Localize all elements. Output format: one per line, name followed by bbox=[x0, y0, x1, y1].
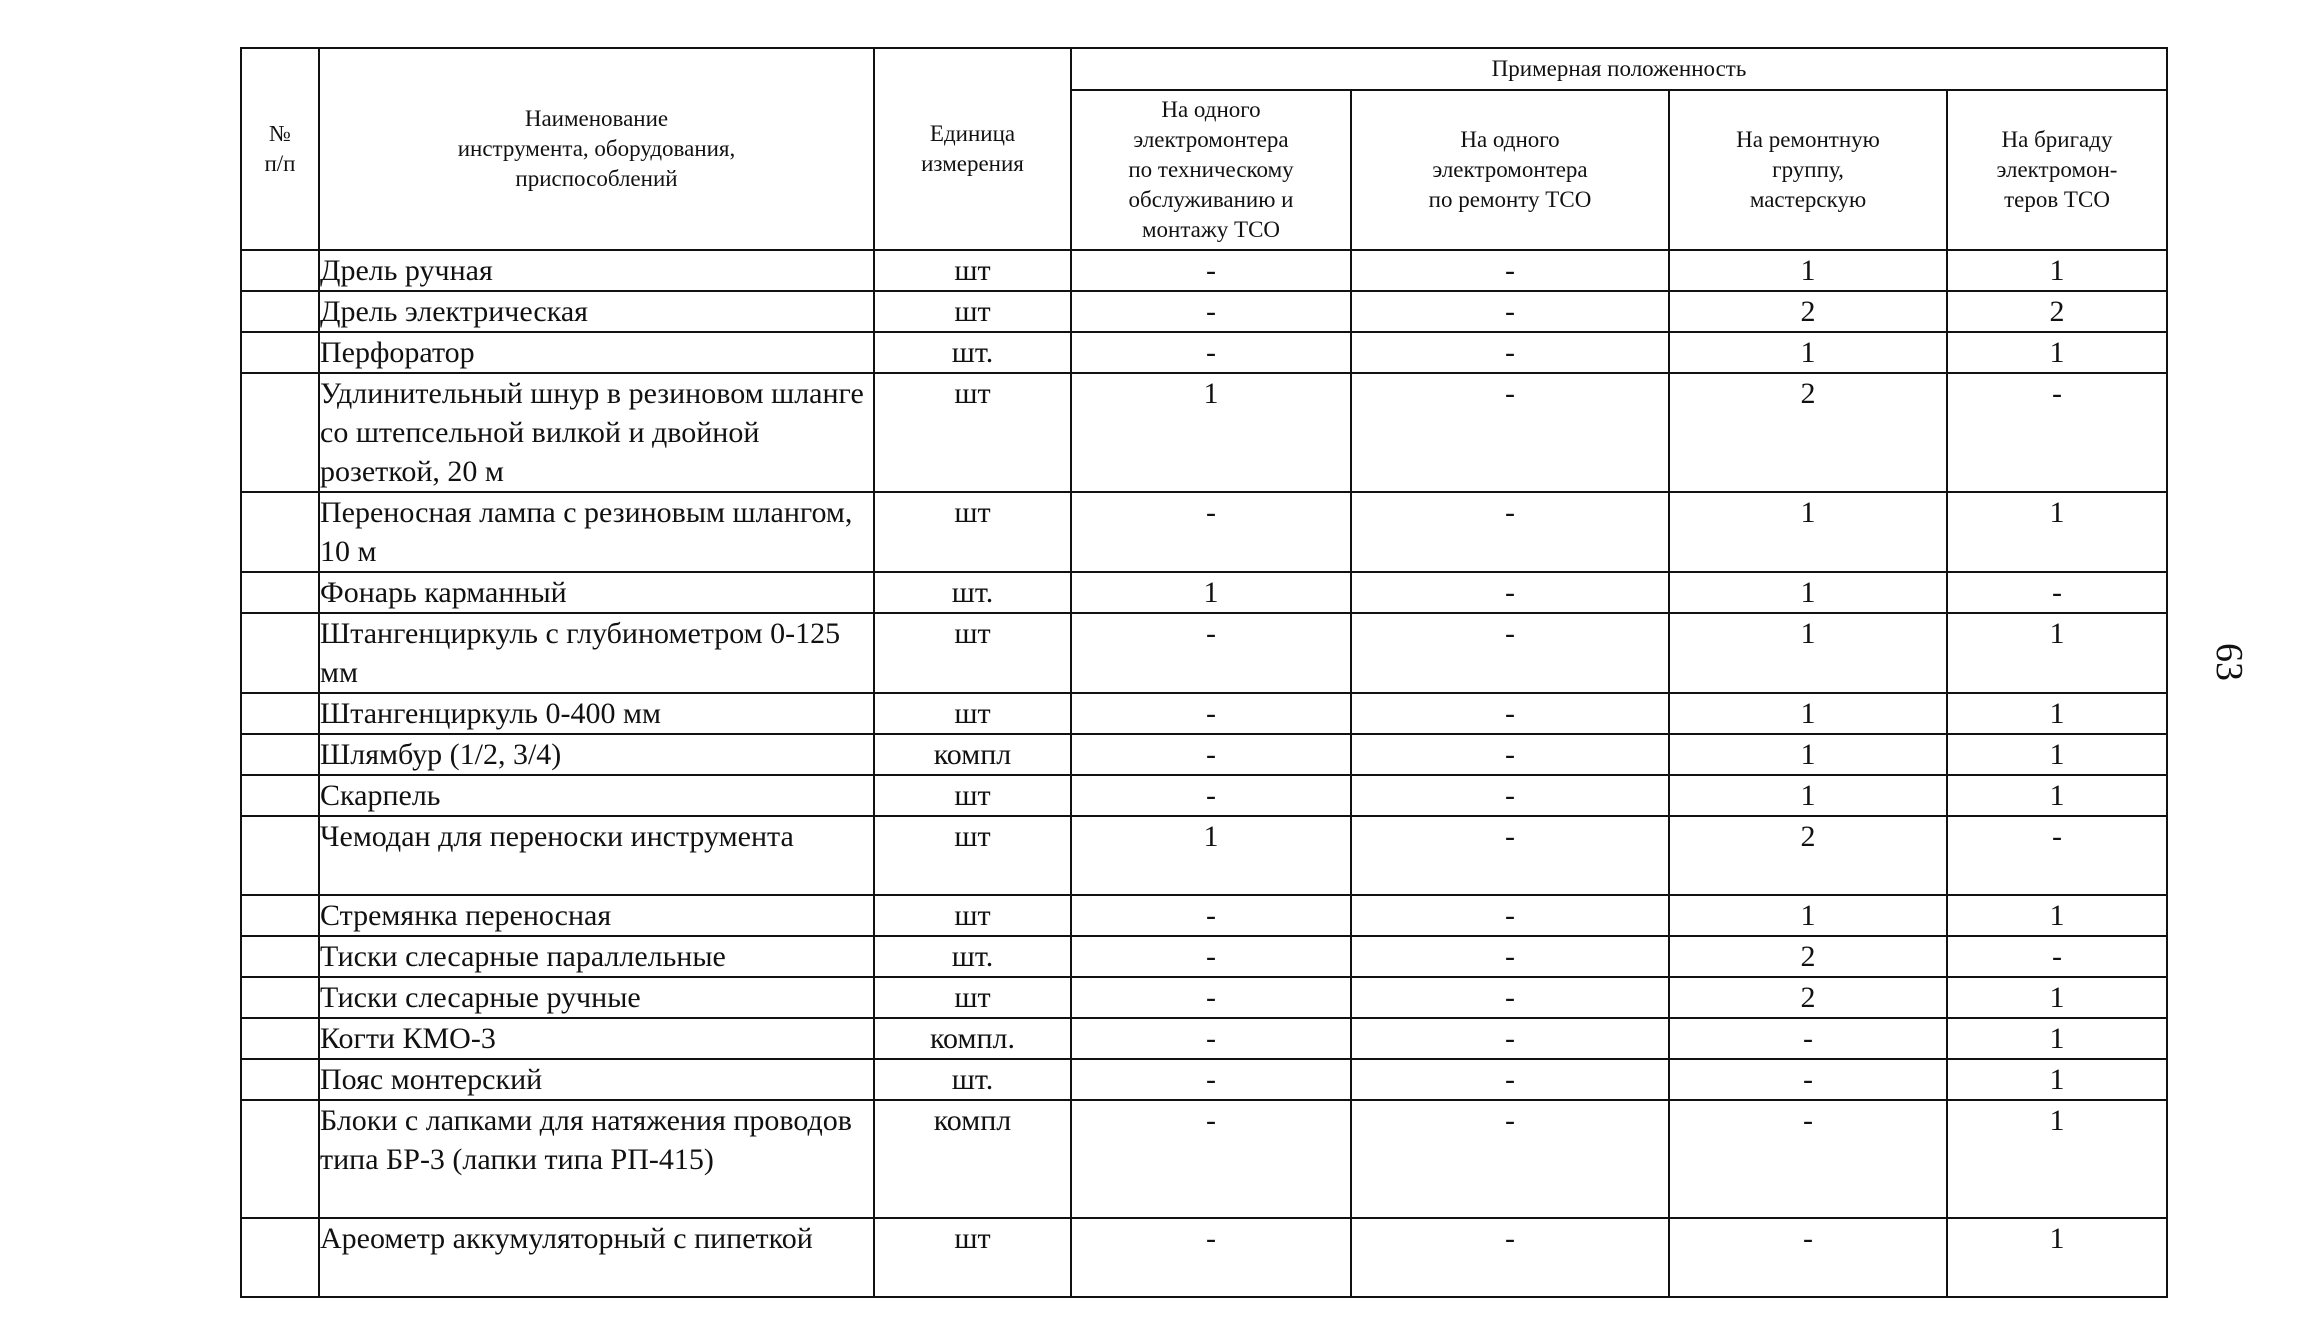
qty-per-brigade: 1 bbox=[1947, 1100, 2167, 1218]
item-name: Дрель электрическая bbox=[319, 291, 874, 332]
unit-cell: шт bbox=[874, 816, 1071, 895]
qty-per-repair-group: 1 bbox=[1669, 693, 1947, 734]
qty-per-repair-group: 1 bbox=[1669, 895, 1947, 936]
qty-per-brigade: 1 bbox=[1947, 977, 2167, 1018]
qty-per-repair-electrician: - bbox=[1351, 1018, 1669, 1059]
qty-per-maintenance-electrician: - bbox=[1071, 1059, 1351, 1100]
qty-per-repair-electrician: - bbox=[1351, 816, 1669, 895]
row-num-cell bbox=[241, 613, 319, 693]
item-name: Чемодан для переноски инструмента bbox=[319, 816, 874, 895]
qty-per-brigade: - bbox=[1947, 572, 2167, 613]
table-header bbox=[241, 48, 2167, 250]
header-per-brigade: На бригаду электромон- теров ТСО bbox=[1947, 90, 2167, 250]
qty-per-repair-group: - bbox=[1669, 1100, 1947, 1218]
unit-cell: шт bbox=[874, 977, 1071, 1018]
row-num-cell bbox=[241, 1100, 319, 1218]
qty-per-repair-electrician: - bbox=[1351, 775, 1669, 816]
qty-per-repair-electrician: - bbox=[1351, 572, 1669, 613]
qty-per-repair-group: 2 bbox=[1669, 291, 1947, 332]
table-row bbox=[241, 572, 2167, 613]
row-num-cell bbox=[241, 373, 319, 492]
qty-per-brigade: 1 bbox=[1947, 775, 2167, 816]
unit-cell: компл bbox=[874, 734, 1071, 775]
qty-per-repair-group: - bbox=[1669, 1059, 1947, 1100]
qty-per-repair-electrician: - bbox=[1351, 492, 1669, 572]
qty-per-maintenance-electrician: 1 bbox=[1071, 373, 1351, 492]
qty-per-brigade: 1 bbox=[1947, 613, 2167, 693]
qty-per-maintenance-electrician: - bbox=[1071, 332, 1351, 373]
table-row bbox=[241, 1100, 2167, 1218]
qty-per-repair-electrician: - bbox=[1351, 693, 1669, 734]
qty-per-repair-group: 1 bbox=[1669, 572, 1947, 613]
qty-per-repair-electrician: - bbox=[1351, 895, 1669, 936]
item-name: Ареометр аккумуляторный с пипеткой bbox=[319, 1218, 874, 1297]
unit-cell: шт bbox=[874, 895, 1071, 936]
table-row bbox=[241, 734, 2167, 775]
qty-per-repair-group: 1 bbox=[1669, 250, 1947, 291]
qty-per-maintenance-electrician: - bbox=[1071, 895, 1351, 936]
qty-per-repair-electrician: - bbox=[1351, 332, 1669, 373]
qty-per-repair-electrician: - bbox=[1351, 1218, 1669, 1297]
table-row bbox=[241, 816, 2167, 895]
qty-per-brigade: - bbox=[1947, 816, 2167, 895]
item-name: Переносная лампа с резиновым шлангом, 10 м bbox=[319, 492, 874, 572]
qty-per-repair-group: 1 bbox=[1669, 492, 1947, 572]
header-per-repair-group: На ремонтную группу, мастерскую bbox=[1669, 90, 1947, 250]
qty-per-brigade: 1 bbox=[1947, 492, 2167, 572]
unit-cell: шт bbox=[874, 775, 1071, 816]
row-num-cell bbox=[241, 492, 319, 572]
row-num-cell bbox=[241, 895, 319, 936]
qty-per-maintenance-electrician: - bbox=[1071, 1218, 1351, 1297]
unit-cell: шт. bbox=[874, 332, 1071, 373]
row-num-cell bbox=[241, 1018, 319, 1059]
qty-per-maintenance-electrician: 1 bbox=[1071, 572, 1351, 613]
item-name: Дрель ручная bbox=[319, 250, 874, 291]
qty-per-repair-electrician: - bbox=[1351, 1100, 1669, 1218]
table-row bbox=[241, 895, 2167, 936]
qty-per-maintenance-electrician: - bbox=[1071, 492, 1351, 572]
qty-per-maintenance-electrician: - bbox=[1071, 1018, 1351, 1059]
item-name: Блоки с лапками для натяжения проводов типа БР-3 (лапки типа РП-415) bbox=[319, 1100, 874, 1218]
qty-per-brigade: 2 bbox=[1947, 291, 2167, 332]
table-row bbox=[241, 693, 2167, 734]
qty-per-repair-electrician: - bbox=[1351, 291, 1669, 332]
qty-per-repair-electrician: - bbox=[1351, 734, 1669, 775]
unit-cell: компл. bbox=[874, 1018, 1071, 1059]
unit-cell: шт bbox=[874, 613, 1071, 693]
qty-per-brigade: 1 bbox=[1947, 1059, 2167, 1100]
qty-per-repair-group: 1 bbox=[1669, 775, 1947, 816]
item-name: Тиски слесарные ручные bbox=[319, 977, 874, 1018]
header-name: Наименование инструмента, оборудования, приспособлений bbox=[319, 48, 874, 250]
qty-per-maintenance-electrician: - bbox=[1071, 250, 1351, 291]
row-num-cell bbox=[241, 936, 319, 977]
qty-per-maintenance-electrician: - bbox=[1071, 977, 1351, 1018]
unit-cell: шт bbox=[874, 693, 1071, 734]
table-row bbox=[241, 1018, 2167, 1059]
header-allowance-group: Примерная положенность bbox=[1071, 48, 2167, 90]
item-name: Удлинительный шнур в резиновом шланге со штепсельной вилкой и двойной розеткой, 20 м bbox=[319, 373, 874, 492]
qty-per-brigade: 1 bbox=[1947, 332, 2167, 373]
item-name: Перфоратор bbox=[319, 332, 874, 373]
item-name: Шлямбур (1/2, 3/4) bbox=[319, 734, 874, 775]
row-num-cell bbox=[241, 977, 319, 1018]
header-per-maintenance-electrician: На одного электромонтера по техническому обслуживанию и монтажу ТСО bbox=[1071, 90, 1351, 250]
header-per-repair-electrician: На одного электромонтера по ремонту ТСО bbox=[1351, 90, 1669, 250]
table-row bbox=[241, 613, 2167, 693]
table-row bbox=[241, 1218, 2167, 1297]
qty-per-repair-electrician: - bbox=[1351, 373, 1669, 492]
unit-cell: компл bbox=[874, 1100, 1071, 1218]
qty-per-repair-group: 1 bbox=[1669, 613, 1947, 693]
qty-per-maintenance-electrician: - bbox=[1071, 1100, 1351, 1218]
qty-per-repair-group: - bbox=[1669, 1018, 1947, 1059]
header-num: № п/п bbox=[241, 48, 319, 250]
qty-per-maintenance-electrician: - bbox=[1071, 936, 1351, 977]
row-num-cell bbox=[241, 816, 319, 895]
qty-per-maintenance-electrician: - bbox=[1071, 693, 1351, 734]
qty-per-brigade: - bbox=[1947, 936, 2167, 977]
row-num-cell bbox=[241, 332, 319, 373]
qty-per-repair-electrician: - bbox=[1351, 613, 1669, 693]
qty-per-maintenance-electrician: - bbox=[1071, 775, 1351, 816]
table-row bbox=[241, 1059, 2167, 1100]
table-row bbox=[241, 332, 2167, 373]
row-num-cell bbox=[241, 1059, 319, 1100]
unit-cell: шт bbox=[874, 291, 1071, 332]
table-row bbox=[241, 250, 2167, 291]
item-name: Штангенциркуль 0-400 мм bbox=[319, 693, 874, 734]
qty-per-brigade: 1 bbox=[1947, 1218, 2167, 1297]
qty-per-repair-group: 2 bbox=[1669, 977, 1947, 1018]
unit-cell: шт. bbox=[874, 572, 1071, 613]
qty-per-maintenance-electrician: - bbox=[1071, 291, 1351, 332]
item-name: Стремянка переносная bbox=[319, 895, 874, 936]
qty-per-repair-electrician: - bbox=[1351, 1059, 1669, 1100]
row-num-cell bbox=[241, 734, 319, 775]
qty-per-brigade: 1 bbox=[1947, 250, 2167, 291]
qty-per-repair-group: 1 bbox=[1669, 734, 1947, 775]
item-name: Скарпель bbox=[319, 775, 874, 816]
item-name: Штангенциркуль с глубинометром 0-125 мм bbox=[319, 613, 874, 693]
row-num-cell bbox=[241, 250, 319, 291]
row-num-cell bbox=[241, 775, 319, 816]
header-unit: Единица измерения bbox=[874, 48, 1071, 250]
table-row bbox=[241, 492, 2167, 572]
qty-per-brigade: 1 bbox=[1947, 895, 2167, 936]
item-name: Тиски слесарные параллельные bbox=[319, 936, 874, 977]
qty-per-repair-group: 2 bbox=[1669, 816, 1947, 895]
row-num-cell bbox=[241, 1218, 319, 1297]
unit-cell: шт bbox=[874, 250, 1071, 291]
qty-per-repair-electrician: - bbox=[1351, 250, 1669, 291]
qty-per-brigade: 1 bbox=[1947, 734, 2167, 775]
unit-cell: шт. bbox=[874, 1059, 1071, 1100]
qty-per-maintenance-electrician: - bbox=[1071, 734, 1351, 775]
row-num-cell bbox=[241, 693, 319, 734]
page-number: 63 bbox=[2208, 643, 2250, 681]
item-name: Пояс монтерский bbox=[319, 1059, 874, 1100]
table-row bbox=[241, 775, 2167, 816]
table-body bbox=[241, 250, 2167, 1297]
unit-cell: шт bbox=[874, 373, 1071, 492]
qty-per-repair-group: 1 bbox=[1669, 332, 1947, 373]
qty-per-brigade: 1 bbox=[1947, 1018, 2167, 1059]
qty-per-brigade: - bbox=[1947, 373, 2167, 492]
table-row bbox=[241, 977, 2167, 1018]
table-row bbox=[241, 373, 2167, 492]
qty-per-brigade: 1 bbox=[1947, 693, 2167, 734]
item-name: Фонарь карманный bbox=[319, 572, 874, 613]
qty-per-repair-electrician: - bbox=[1351, 936, 1669, 977]
unit-cell: шт. bbox=[874, 936, 1071, 977]
qty-per-repair-group: - bbox=[1669, 1218, 1947, 1297]
unit-cell: шт bbox=[874, 1218, 1071, 1297]
equipment-table bbox=[240, 47, 2168, 1298]
table-row bbox=[241, 936, 2167, 977]
row-num-cell bbox=[241, 291, 319, 332]
qty-per-maintenance-electrician: - bbox=[1071, 613, 1351, 693]
qty-per-repair-electrician: - bbox=[1351, 977, 1669, 1018]
qty-per-repair-group: 2 bbox=[1669, 373, 1947, 492]
table-row bbox=[241, 291, 2167, 332]
unit-cell: шт bbox=[874, 492, 1071, 572]
qty-per-maintenance-electrician: 1 bbox=[1071, 816, 1351, 895]
qty-per-repair-group: 2 bbox=[1669, 936, 1947, 977]
row-num-cell bbox=[241, 572, 319, 613]
item-name: Когти КМО-3 bbox=[319, 1018, 874, 1059]
